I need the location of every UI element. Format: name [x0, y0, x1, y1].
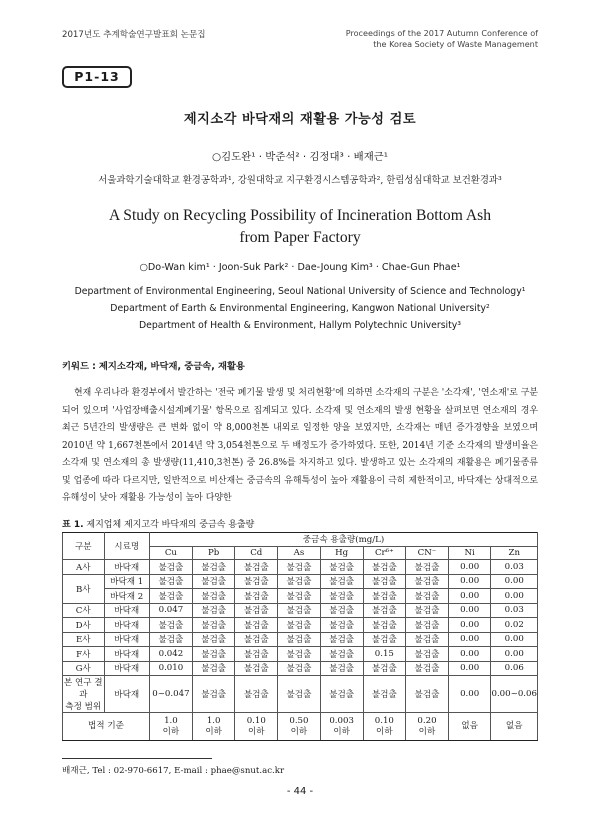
paper-title-en: [0, 205, 600, 249]
header-metal-leaching: 중금속 용출량(mg/L): [149, 533, 537, 547]
corresponding-author-footnote: 배재근, Tel : 02-970-6617, E-mail : phae@snut.ac.kr: [62, 766, 285, 776]
table-cell: 불검출: [320, 632, 363, 647]
standard-value: 1.0: [206, 715, 221, 726]
footnote-divider: [62, 758, 212, 759]
table-cell: 0.00: [448, 661, 491, 676]
table-cell: 0.00: [491, 632, 538, 647]
table-cell: 불검출: [235, 589, 278, 604]
metal-header-cu: Cu: [149, 546, 192, 560]
standard-unit: 이하: [247, 726, 265, 737]
table-row: [63, 661, 538, 676]
table-cell: 불검출: [278, 560, 321, 575]
table-cell: 불검출: [192, 632, 235, 647]
table-cell: 불검출: [235, 632, 278, 647]
standard-value: 0.20: [417, 715, 437, 726]
standard-value: 0.50: [289, 715, 309, 726]
standard-unit: 이하: [376, 726, 393, 737]
row-standard-label: 법적 기준: [63, 713, 150, 741]
table-cell: 불검출: [278, 574, 321, 589]
affiliations-ko: 서울과학기술대학교 환경공학과¹, 강원대학교 지구환경시스템공학과², 한림성심대학교 보건환경과³: [98, 175, 502, 186]
table-cell: 0.03: [491, 560, 538, 575]
row-group: B사: [63, 574, 105, 603]
paper-title-ko: 제지소각 바닥재의 재활용 가능성 검토: [183, 112, 417, 127]
keywords-label: 키워드 :: [62, 361, 96, 372]
table-cell: [363, 713, 406, 741]
table-cell: 불검출: [363, 603, 406, 618]
row-sample: 바닥재: [104, 647, 149, 662]
table-cell: 불검출: [278, 647, 321, 662]
body-paragraph: 현재 우리나라 환경부에서 발간하는 '전국 폐기물 발생 및 처리현황'에 의하면 소각재의 구분은 '소각재', '연소재'로 구분되어 있으며 '사업장배출시설계폐기물' 항목으로 집계되고 있다. 소각재 및 연소재의 발생 현황을 살펴보면 연소재의 경우 최근 5년간의 발생량은 큰 변화 없이 약 8,000천톤 내외로 일정한 양을 보였지만, 소각재는 매년 증가경향을 보였으며 2010년 약 1,667천톤에서 2014년 약 3,054천톤으로 두 배정도가 증가하였다. 또한, 2014년 기준 소각재의 발생비율은 소각재 및 연소재의 총 발생량(11,410,3천톤) 중 26.8%를 차지하고 있다. 발생하고 있는 소각재의 재활용은 폐기물종류 및 업종에 따라 다르지만, 일반적으로 비산재는 중금속의 유해특성이 높아 재활용이 극히 제한적이고, 바닥재는 상대적으로 유해성이 낮아 재활용 가능성이 높아 다양한: [62, 388, 538, 503]
range-label-line2: 측정 범위: [65, 702, 102, 712]
standard-value: 0.003: [329, 715, 354, 726]
table-row-range: [63, 676, 538, 713]
row-sample: 바닥재: [104, 618, 149, 633]
table-cell: 불검출: [406, 574, 449, 589]
table-cell: 불검출: [235, 618, 278, 633]
table-cell: 0.047: [149, 603, 192, 618]
metal-header-ni: Ni: [448, 546, 491, 560]
table-cell: 불검출: [363, 574, 406, 589]
table-cell: 불검출: [320, 574, 363, 589]
row-group: F사: [63, 647, 105, 662]
table-cell: 불검출: [363, 560, 406, 575]
metal-header-as: As: [278, 546, 321, 560]
table-cell: 불검출: [363, 632, 406, 647]
table-cell: [149, 713, 192, 741]
metal-header-zn: Zn: [491, 546, 538, 560]
table-cell: 불검출: [235, 661, 278, 676]
authors-ko: ○김도완¹ · 박준석² · 김정대³ · 배재근¹: [212, 151, 388, 163]
row-group: A사: [63, 560, 105, 575]
table-cell: 0.010: [149, 661, 192, 676]
page-number: - 44 -: [286, 786, 314, 797]
table-row: [63, 632, 538, 647]
table-cell: 불검출: [406, 647, 449, 662]
paper-title-en-line2: from Paper Factory: [239, 229, 361, 246]
table-cell: 불검출: [406, 676, 449, 713]
row-sample: 바닥재: [104, 632, 149, 647]
table-cell: 불검출: [406, 603, 449, 618]
table-cell: 불검출: [278, 603, 321, 618]
metal-header-cn: CN⁻: [406, 546, 449, 560]
metal-header-hg: Hg: [320, 546, 363, 560]
table-cell: 0.00: [448, 574, 491, 589]
table-cell: 불검출: [320, 676, 363, 713]
table-cell: 불검출: [320, 589, 363, 604]
table-cell: 불검출: [192, 661, 235, 676]
table-cell: 불검출: [320, 618, 363, 633]
table-cell: 0.00: [448, 603, 491, 618]
header-journal-ko: 2017년도 추계학술연구발표회 논문집: [62, 30, 206, 40]
table-row: [63, 618, 538, 633]
table-cell: 0.00: [448, 632, 491, 647]
table-cell: 0.00~0.06: [491, 676, 538, 713]
table-row-standard: [63, 713, 538, 741]
heavy-metal-table: [62, 532, 538, 741]
table-cell: 불검출: [278, 661, 321, 676]
table-cell: 불검출: [406, 632, 449, 647]
table-cell: 불검출: [278, 632, 321, 647]
table-cell: 0.042: [149, 647, 192, 662]
paper-title-en-line1: A Study on Recycling Possibility of Incineration Bottom Ash: [108, 207, 492, 224]
table-cell: 불검출: [149, 574, 192, 589]
table-cell: 불검출: [320, 560, 363, 575]
table-cell: 불검출: [406, 661, 449, 676]
range-label-line1: 본 연구 결과: [63, 678, 103, 700]
row-sample: 바닥재 1: [104, 574, 149, 589]
table-cell: 0.00: [491, 574, 538, 589]
header-proceedings-line1: Proceedings of the 2017 Autumn Conference of: [345, 28, 538, 38]
authors-en: ○Do-Wan kim¹ · Joon-Suk Park² · Dae-Joung Kim³ · Chae-Gun Phae¹: [139, 262, 461, 273]
table-cell: 불검출: [149, 618, 192, 633]
table-cell: 불검출: [192, 560, 235, 575]
standard-unit: 이하: [205, 726, 222, 737]
row-sample: 바닥재 2: [104, 589, 149, 604]
header-proceedings-en: [346, 28, 538, 50]
table-cell: 0.00: [448, 647, 491, 662]
table-cell: 불검출: [149, 589, 192, 604]
table-cell: 불검출: [406, 589, 449, 604]
row-sample: 바닥재: [104, 661, 149, 676]
table-cell: [278, 713, 321, 741]
body-text: [62, 385, 538, 508]
table-row: [63, 560, 538, 575]
table-cell: 불검출: [278, 618, 321, 633]
header-proceedings-line2: the Korea Society of Waste Management: [373, 39, 538, 49]
row-group: D사: [63, 618, 105, 633]
table-cell: [192, 713, 235, 741]
table-row: [63, 603, 538, 618]
table-cell: [235, 713, 278, 741]
table-cell: 0.02: [491, 618, 538, 633]
table-cell: 불검출: [278, 676, 321, 713]
table-cell: 불검출: [320, 603, 363, 618]
table-body: [63, 560, 538, 741]
table-row: [63, 574, 538, 589]
header-sample: 시료명: [104, 533, 149, 560]
standard-unit: 이하: [418, 726, 436, 737]
table-caption-label: 표 1.: [62, 520, 84, 530]
table-cell: 불검출: [363, 676, 406, 713]
table-cell: 불검출: [320, 647, 363, 662]
table-cell: 불검출: [192, 618, 235, 633]
row-group-range: [63, 676, 105, 713]
table-cell: 불검출: [278, 589, 321, 604]
row-sample: 바닥재: [104, 603, 149, 618]
row-sample: 바닥재: [104, 676, 149, 713]
table-cell: 0.00: [491, 589, 538, 604]
standard-value: 0.10: [374, 715, 394, 726]
standard-value: 없음: [505, 721, 523, 731]
table-cell: [448, 713, 491, 741]
table-cell: [320, 713, 363, 741]
affiliation-en-2: Department of Earth & Environmental Engineering, Kangwon National University²: [110, 303, 490, 314]
table-cell: 0.00: [448, 676, 491, 713]
table-cell: 불검출: [235, 647, 278, 662]
table-caption-text: 제지업체 제지고각 바닥재의 중금속 용출량: [86, 520, 255, 530]
table-row: [63, 647, 538, 662]
keywords-text: 제지소각재, 바닥재, 중금속, 재활용: [98, 361, 245, 372]
poster-id-badge: P1-13: [62, 66, 132, 88]
page-header: [62, 26, 538, 56]
table-cell: 0.00: [448, 618, 491, 633]
table-cell: 0.03: [491, 603, 538, 618]
standard-value: 0.10: [246, 715, 266, 726]
table-cell: 불검출: [192, 647, 235, 662]
table-cell: 0.00: [448, 560, 491, 575]
keywords: [62, 358, 245, 372]
affiliation-en-1: Department of Environmental Engineering, Seoul National University of Science and Technology¹: [74, 286, 526, 297]
table-cell: 불검출: [192, 603, 235, 618]
table-cell: 불검출: [320, 661, 363, 676]
row-group: C사: [63, 603, 105, 618]
table-cell: 0~0.047: [149, 676, 192, 713]
table-cell: 불검출: [406, 560, 449, 575]
table-cell: [406, 713, 449, 741]
table-cell: 불검출: [363, 661, 406, 676]
affiliation-en-3: Department of Health & Environment, Hallym Polytechnic University³: [138, 320, 462, 331]
table-cell: 불검출: [235, 603, 278, 618]
standard-value: 1.0: [164, 715, 178, 726]
row-sample: 바닥재: [104, 560, 149, 575]
table-cell: [491, 713, 538, 741]
table-cell: 불검출: [149, 560, 192, 575]
table-cell: 불검출: [406, 618, 449, 633]
table-cell: 0.00: [448, 589, 491, 604]
table-cell: 불검출: [235, 574, 278, 589]
table-cell: 불검출: [192, 574, 235, 589]
header-group: 구분: [63, 533, 105, 560]
standard-unit: 이하: [333, 726, 350, 737]
table-cell: 불검출: [235, 560, 278, 575]
row-group: G사: [63, 661, 105, 676]
metal-header-pb: Pb: [192, 546, 235, 560]
table-cell: 0.00: [491, 647, 538, 662]
row-group: E사: [63, 632, 105, 647]
table-cell: 불검출: [363, 618, 406, 633]
table-cell: 불검출: [192, 676, 235, 713]
metal-header-cr: Cr⁶⁺: [363, 546, 406, 560]
standard-unit: 이하: [290, 726, 308, 737]
table-row: [63, 589, 538, 604]
table-cell: 불검출: [363, 589, 406, 604]
table-cell: 0.15: [363, 647, 406, 662]
table-cell: 0.06: [491, 661, 538, 676]
table-cell: 불검출: [149, 632, 192, 647]
standard-unit: 이하: [162, 726, 180, 737]
metal-header-cd: Cd: [235, 546, 278, 560]
table-caption: [62, 517, 254, 530]
table-cell: 불검출: [235, 676, 278, 713]
table-cell: 불검출: [192, 589, 235, 604]
standard-value: 없음: [461, 721, 478, 731]
affiliations-en: [0, 283, 600, 334]
